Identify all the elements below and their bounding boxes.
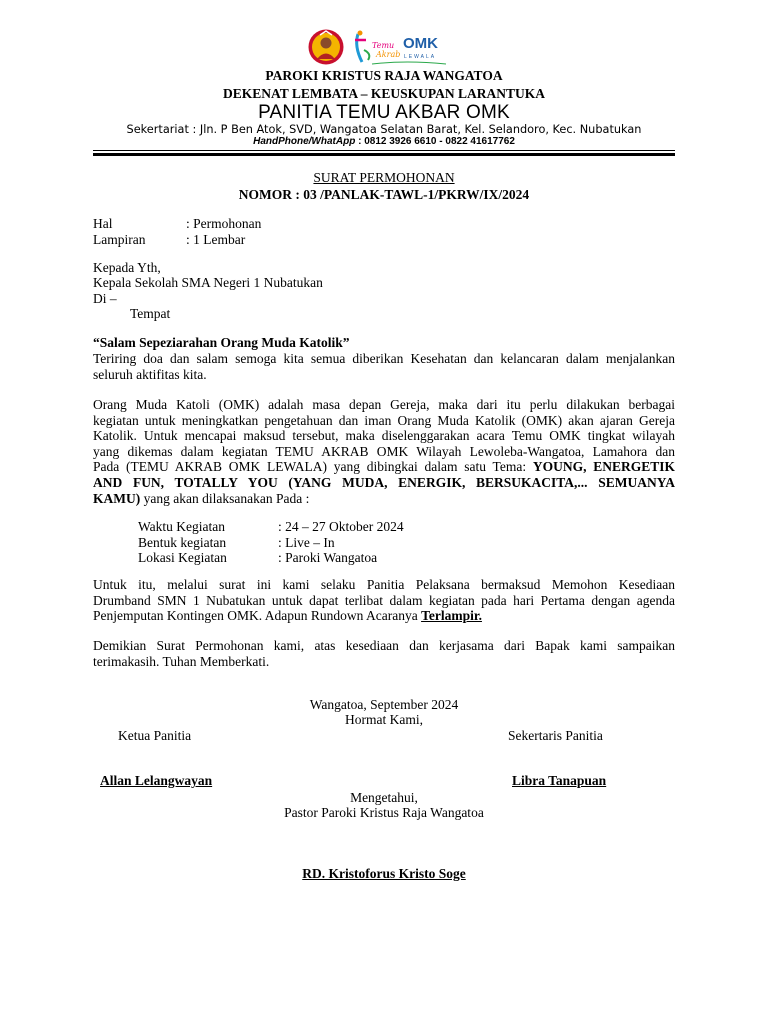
- phone-value: : 0812 3926 6610 - 0822 41617762: [355, 136, 515, 147]
- secretariat-address: Sekertariat : Jln. P Ben Atok, SVD, Wangatoa Selatan Barat, Kel. Selandoro, Kec. Nubatukan: [126, 123, 642, 136]
- place-date: Wangatoa, September 2024: [309, 697, 459, 712]
- paragraph-line: [93, 459, 675, 475]
- theme-intro: Pada (TEMU AKRAB OMK LEWALA) yang dibingkai dalam satu Tema:: [93, 459, 533, 475]
- paragraph-line: Teriring doa dan salam semoga kita semua diberikan Kesehatan dan kelancaran dalam menjalankan: [93, 351, 675, 366]
- contact-phone: [0, 136, 768, 147]
- svg-text:LEWALA: LEWALA: [404, 54, 437, 60]
- committee-name: PANITIA TEMU AKBAR OMK: [258, 102, 510, 123]
- parish-name: PAROKI KRISTUS RAJA WANGATOA: [265, 68, 503, 83]
- chairman-role: Ketua Panitia: [118, 728, 192, 743]
- header-rule-thin: [93, 150, 675, 151]
- theme-part-3: KAMU): [93, 490, 141, 506]
- detail-location-label: Lokasi Kegiatan: [138, 550, 227, 565]
- recipient-di: Di –: [93, 291, 117, 306]
- letterhead-logos: [306, 28, 456, 68]
- christ-king-logo-icon: [309, 30, 344, 65]
- paragraph-line: yang dikemas dalam kegiatan TEMU AKRAB OMK Wilayah Lewoleba-Wangatoa, Lamahora dan: [93, 443, 675, 459]
- attached-link-text: Terlampir.: [421, 608, 482, 624]
- theme-part-2: AND FUN, TOTALLY YOU (YANG MUDA, ENERGIK, BERSUKACITA,... SEMUANYA: [93, 474, 675, 490]
- paragraph-line: terimakasih. Tuhan Memberkati.: [93, 653, 270, 669]
- paragraph-line: Untuk itu, melalui surat ini kami selaku Panitia Pelaksana bermaksud Memohon Kesediaan: [93, 577, 675, 592]
- theme-part-1: YOUNG, ENERGETIK: [532, 459, 675, 475]
- secretary-name: Libra Tanapuan: [512, 773, 607, 788]
- acknowledged-label: Mengetahui,: [350, 790, 418, 805]
- letter-number: NOMOR : 03 /PANLAK-TAWL-1/PKRW/IX/2024: [238, 187, 530, 202]
- chairman-name: Allan Lelangwayan: [100, 773, 213, 788]
- detail-form-value: : Live – In: [278, 535, 335, 550]
- regards: Hormat Kami,: [345, 712, 423, 727]
- detail-form-label: Bentuk kegiatan: [138, 535, 227, 550]
- meta-attachment-value: : 1 Lembar: [186, 232, 246, 247]
- paragraph-line: [93, 608, 675, 624]
- paragraph-line: Demikian Surat Permohonan kami, atas kesediaan dan kerjasama dari Bapak kami sampaikan: [93, 638, 675, 653]
- theme-outro: yang akan dilaksanakan Pada :: [140, 490, 310, 506]
- meta-attachment-label: Lampiran: [93, 232, 146, 247]
- paragraph-closing: [93, 638, 675, 669]
- phone-label: HandPhone/WhatApp: [253, 136, 356, 147]
- paragraph-request: [93, 577, 675, 624]
- paragraph-opening: [93, 351, 675, 382]
- secretary-role: Sekertaris Panitia: [508, 728, 603, 743]
- detail-time-label: Waktu Kegiatan: [138, 519, 226, 534]
- paragraph-line: Katolik. Untuk mencapai maksud tersebut, maka diselenggarakan acara Temu OMK tingkat wilayah: [93, 428, 675, 444]
- recipient-name: Kepala Sekolah SMA Negeri 1 Nubatukan: [93, 275, 323, 290]
- paragraph-line: [93, 491, 675, 507]
- recipient-place: Tempat: [130, 306, 171, 321]
- svg-text:OMK: OMK: [403, 35, 438, 52]
- detail-time-value: : 24 – 27 Oktober 2024: [278, 519, 404, 534]
- detail-location-value: : Paroki Wangatoa: [278, 550, 378, 565]
- deanery-name: DEKENAT LEMBATA – KEUSKUPAN LARANTUKA: [222, 86, 546, 101]
- paragraph-line: seluruh aktifitas kita.: [93, 366, 207, 382]
- greeting: “Salam Sepeziarahan Orang Muda Katolik”: [93, 335, 350, 350]
- pastor-name: RD. Kristoforus Kristo Soge: [302, 866, 466, 881]
- pastor-role: Pastor Paroki Kristus Raja Wangatoa: [284, 805, 484, 820]
- temu-akrab-omk-lewala-logo-icon: [355, 31, 446, 65]
- rundown-text: Penjemputan Kontingen OMK. Adapun Rundown Acaranya: [93, 608, 422, 624]
- header-rule-thick: [93, 153, 675, 156]
- svg-text:Akrab: Akrab: [376, 50, 401, 59]
- meta-subject-value: : Permohonan: [186, 216, 262, 231]
- letter-type: SURAT PERMOHONAN: [313, 170, 455, 185]
- paragraph-line: Orang Muda Katoli (OMK) adalah masa depan Gereja, maka dari itu perlu dilakukan berbagai: [93, 397, 675, 412]
- meta-subject-label: Hal: [93, 216, 113, 231]
- svg-text:Temu: Temu: [372, 41, 395, 50]
- paragraph-line: Drumband SMN 1 Nubatukan untuk dapat terlibat dalam kegiatan pada hari Pertama dengan agenda: [93, 592, 675, 608]
- paragraph-line: kegiatan untuk meningkatkan pengetahuan dan iman Orang Muda Katolik (OMK) akan ajaran Gereja: [93, 412, 675, 428]
- recipient-salutation: Kepada Yth,: [93, 260, 161, 275]
- paragraph-purpose: [93, 397, 675, 506]
